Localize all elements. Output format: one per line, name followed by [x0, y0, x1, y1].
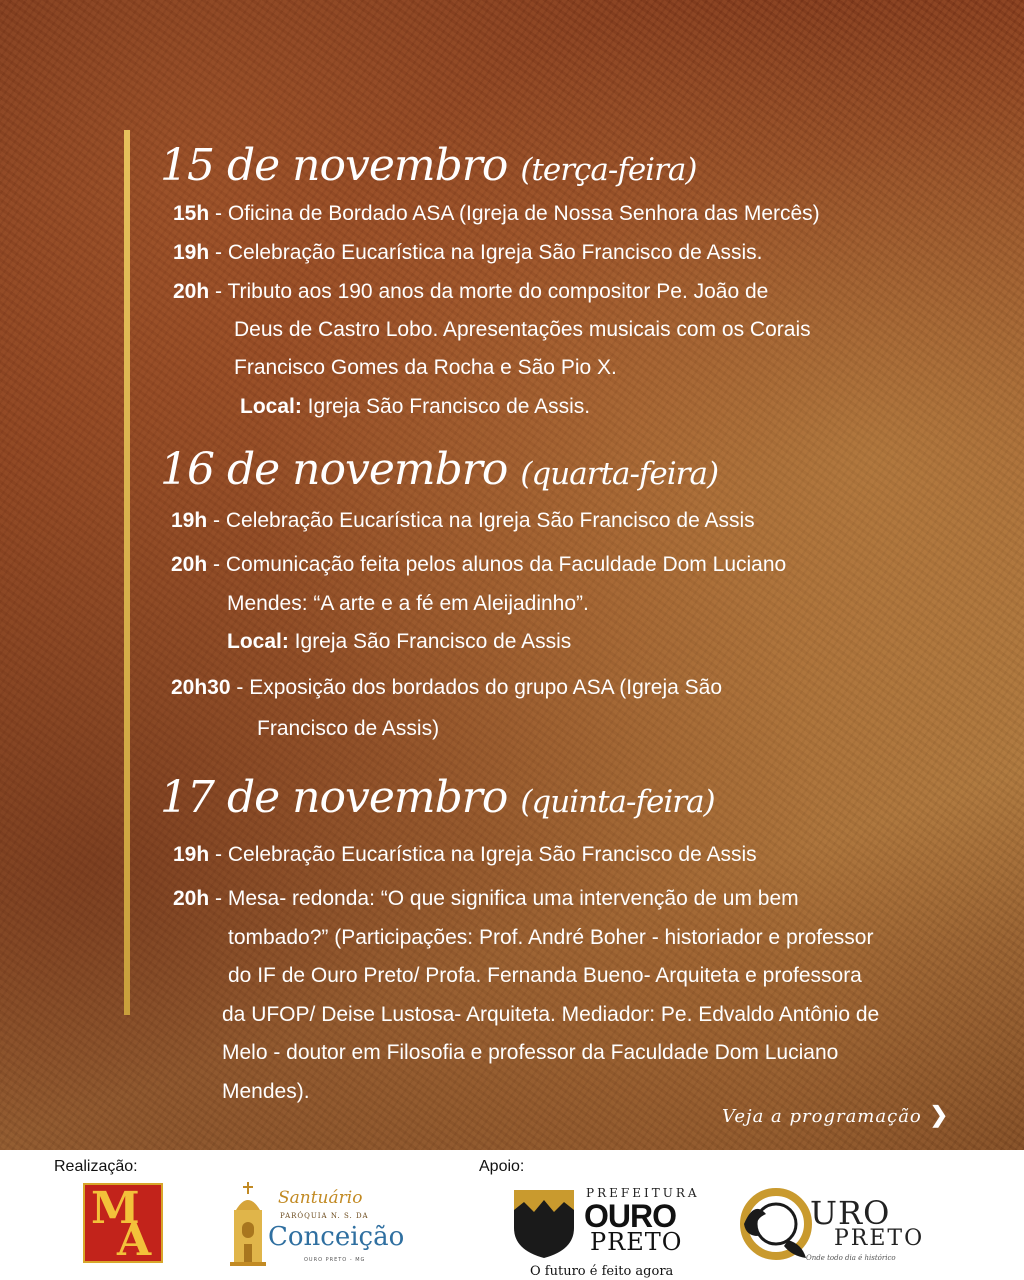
location-text: Igreja São Francisco de Assis. — [301, 395, 591, 418]
gold-accent-bar — [124, 130, 130, 1015]
schedule-item — [171, 553, 786, 577]
event-text: - Celebração Eucarística na Igreja São Francisco de Assis — [209, 843, 757, 866]
day-title-15 — [160, 140, 696, 191]
event-text: - Mesa- redonda: “O que significa uma intervenção de um bem — [209, 887, 799, 910]
santuario-conceicao-logo: Santuário PARÓQUIA N. S. DA Conceição OURO PRETO - MG — [226, 1180, 426, 1275]
apoio-label: Apoio: — [479, 1158, 525, 1175]
event-text: - Tributo aos 190 anos da morte do compositor Pe. João de — [209, 280, 769, 303]
day-date: 15 de novembro — [160, 140, 508, 191]
event-text-continued: Mendes). — [222, 1080, 310, 1103]
schedule-item — [173, 843, 757, 867]
event-text-continued: Francisco de Assis) — [257, 717, 440, 740]
event-time: 20h — [171, 553, 208, 576]
event-time: 20h30 — [171, 676, 231, 699]
location-label: Local: — [240, 395, 302, 418]
event-text: - Celebração Eucarística na Igreja São Francisco de Assis — [207, 509, 755, 532]
event-text-continued: do IF de Ouro Preto/ Profa. Fernanda Bueno- Arquiteta e professora — [228, 964, 862, 987]
day-date: 16 de novembro — [160, 444, 508, 495]
event-text: - Celebração Eucarística na Igreja São Francisco de Assis. — [209, 241, 763, 264]
location-text: Igreja São Francisco de Assis — [288, 630, 572, 653]
see-program-label: Veja a programação — [722, 1106, 922, 1127]
schedule-item — [171, 509, 755, 533]
schedule-item — [173, 280, 768, 304]
event-text-continued: Francisco Gomes da Rocha e São Pio X. — [234, 356, 617, 379]
event-time: 19h — [173, 241, 210, 264]
chevron-right-icon: ❯ — [929, 1102, 950, 1128]
day-title-17 — [160, 772, 715, 823]
realizacao-label: Realização: — [54, 1158, 138, 1175]
event-text: - Oficina de Bordado ASA (Igreja de Nossa Senhora das Mercês) — [209, 202, 820, 225]
see-program-link[interactable] — [722, 1102, 949, 1128]
event-text-continued: Mendes: “A arte e a fé em Aleijadinho”. — [227, 592, 589, 615]
schedule-item — [171, 676, 722, 700]
schedule-item — [173, 241, 762, 265]
day-weekday: (terça-feira) — [520, 152, 697, 188]
location-label: Local: — [227, 630, 289, 653]
day-weekday: (quinta-feira) — [520, 784, 715, 820]
ouro-preto-brand-logo: URO PRETO Onde todo dia é histórico — [736, 1178, 936, 1278]
day-date: 17 de novembro — [160, 772, 508, 823]
prefeitura-ouro-preto-logo: PREFEITURA OURO PRETO O futuro é feito agora — [512, 1186, 692, 1280]
event-text: - Exposição dos bordados do grupo ASA (Igreja São — [230, 676, 723, 699]
event-text: - Comunicação feita pelos alunos da Faculdade Dom Luciano — [207, 553, 787, 576]
event-time: 19h — [171, 509, 208, 532]
ma-logo: M A — [83, 1183, 163, 1263]
event-location — [227, 630, 571, 654]
event-location — [240, 395, 590, 419]
mountain-shield-icon — [512, 1188, 576, 1260]
event-time: 20h — [173, 280, 210, 303]
event-text-continued: da UFOP/ Deise Lustosa- Arquiteta. Mediador: Pe. Edvaldo Antônio de — [222, 1003, 880, 1026]
event-text-continued: Melo - doutor em Filosofia e professor da Faculdade Dom Luciano — [222, 1041, 839, 1064]
event-time: 15h — [173, 202, 210, 225]
event-text-continued: Deus de Castro Lobo. Apresentações musicais com os Corais — [234, 318, 811, 341]
schedule-item — [173, 887, 799, 911]
day-title-16 — [160, 444, 718, 495]
event-text-continued: tombado?” (Participações: Prof. André Boher - historiador e professor — [228, 926, 874, 949]
event-time: 19h — [173, 843, 210, 866]
event-time: 20h — [173, 887, 210, 910]
day-weekday: (quarta-feira) — [520, 456, 719, 492]
ornamental-o-icon — [736, 1180, 812, 1270]
schedule-item — [173, 202, 820, 226]
